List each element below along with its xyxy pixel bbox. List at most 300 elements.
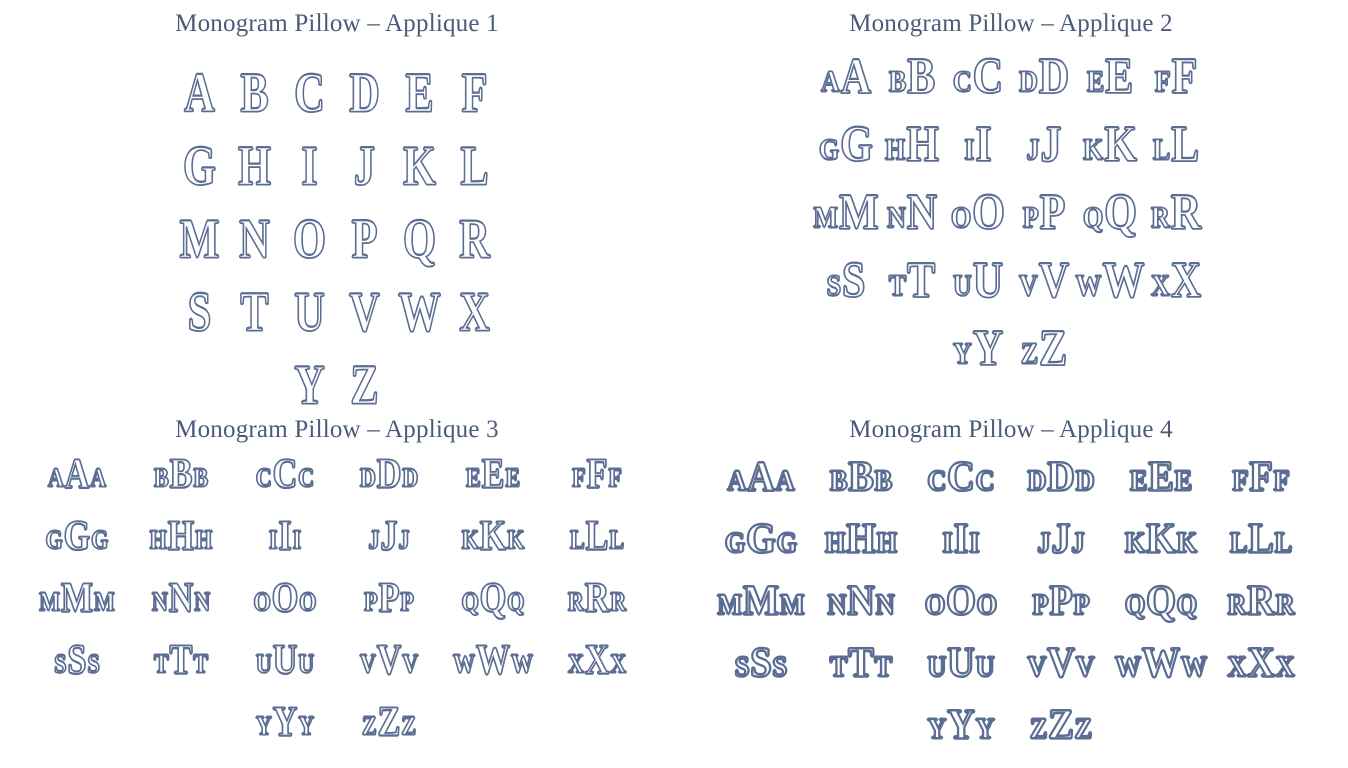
glyph-large: K	[1146, 515, 1176, 563]
glyph-applique-1-t: T	[240, 279, 269, 342]
panel-title-applique-4: Monogram Pillow – Applique 4	[849, 416, 1173, 443]
glyph-large: Q	[1146, 577, 1176, 625]
glyph-small-left: H	[149, 524, 167, 555]
glyph-applique-4-r	[1211, 577, 1311, 644]
glyph-small-right: I	[292, 524, 302, 555]
glyph-small-right: Q	[1176, 588, 1198, 621]
glyph-large: V	[376, 637, 402, 684]
glyph-large: A	[747, 453, 775, 501]
glyph-small-left: T	[153, 648, 169, 679]
glyph-large: B	[907, 48, 936, 106]
glyph-small-left: U	[255, 648, 272, 679]
glyph-small-left: Y	[927, 712, 947, 745]
glyph-large: J	[1040, 116, 1062, 174]
panel-title-applique-1: Monogram Pillow – Applique 1	[175, 10, 499, 37]
glyph-applique-1-g: G	[183, 133, 216, 196]
glyph-small-left: X	[1227, 650, 1247, 683]
glyph-small-right: K	[507, 524, 525, 555]
glyph-small-right: R	[1275, 588, 1295, 621]
glyph-large: S	[67, 637, 87, 684]
glyph-applique-1-u: U	[294, 279, 325, 342]
glyph-applique-2-k	[1077, 116, 1143, 192]
glyph-large: T	[907, 252, 936, 310]
glyph-applique-1-e: E	[405, 60, 434, 123]
glyph-small-right: K	[1176, 526, 1198, 559]
glyph-applique-4-d	[1011, 453, 1111, 520]
glyph-small-right: R	[610, 586, 627, 617]
glyph-applique-2-p	[1011, 184, 1077, 260]
glyph-large: C	[947, 453, 975, 501]
glyph-applique-2-u	[945, 252, 1011, 328]
glyph-small-left: L	[569, 524, 585, 555]
glyph-applique-4-f	[1211, 453, 1311, 520]
glyph-applique-3-o	[233, 575, 337, 644]
glyph-small-right: V	[1075, 650, 1095, 683]
glyph-small-right: A	[775, 464, 795, 497]
glyph-small-right: S	[772, 650, 788, 683]
glyph-applique-4-m	[711, 577, 811, 644]
glyph-applique-3-c	[233, 451, 337, 520]
glyph-applique-2-a	[813, 48, 879, 124]
glyph-small-right: H	[876, 526, 898, 559]
glyph-small-left: U	[927, 650, 947, 683]
glyph-applique-3-d	[337, 451, 441, 520]
glyph-small-left: D	[359, 462, 376, 493]
glyph-applique-4-k	[1111, 515, 1211, 582]
glyph-large: L	[585, 513, 609, 560]
glyph-large: P	[378, 575, 400, 622]
glyph-applique-2-v	[1011, 252, 1077, 328]
glyph-applique-4-v	[1011, 639, 1111, 706]
glyph-applique-2-t	[879, 252, 945, 328]
glyph-applique-2-d	[1011, 48, 1077, 124]
glyph-small-right: C	[975, 464, 995, 497]
glyph-small-right: M	[94, 586, 115, 617]
glyph-applique-3-z	[337, 699, 441, 768]
glyph-applique-1-j: J	[353, 133, 376, 196]
panel-applique-3	[0, 410, 674, 765]
glyph-large: A	[64, 451, 90, 498]
glyph-large: D	[1047, 453, 1075, 501]
glyph-applique-4-e	[1111, 453, 1211, 520]
glyph-large: O	[271, 575, 299, 622]
glyph-applique-3-f	[545, 451, 649, 520]
glyph-small-left: C	[927, 464, 947, 497]
glyph-applique-3-u	[233, 637, 337, 706]
glyph-applique-2-q	[1077, 184, 1143, 260]
glyph-small: Y	[952, 336, 972, 371]
glyph-small-right: J	[1071, 526, 1085, 559]
glyph-applique-1-v: V	[349, 279, 380, 342]
panel-applique-4	[674, 410, 1348, 765]
glyph-large: G	[840, 116, 873, 174]
glyph-large: X	[1247, 639, 1275, 687]
glyph-small-left: P	[1032, 588, 1049, 621]
glyph-small: D	[1018, 64, 1038, 99]
glyph-small: M	[813, 200, 838, 235]
glyph-small-right: E	[1174, 464, 1193, 497]
glyph-applique-3-a	[25, 451, 129, 520]
glyph-small: X	[1150, 268, 1170, 303]
glyph-small-right: G	[776, 526, 798, 559]
glyph-applique-3-x	[545, 637, 649, 706]
glyph-small-left: V	[1027, 650, 1047, 683]
glyph-small-right: O	[976, 588, 998, 621]
glyph-small-left: G	[45, 524, 63, 555]
glyph-large: U	[972, 252, 1004, 310]
glyph-applique-2-f	[1143, 48, 1209, 124]
glyph-small: H	[885, 132, 906, 167]
glyph-small-right: P	[400, 586, 414, 617]
glyph-large: U	[947, 639, 975, 687]
glyph-large: F	[1249, 453, 1273, 501]
panel-applique-2	[674, 0, 1348, 410]
glyph-applique-2-y	[945, 320, 1011, 396]
glyph-applique-4-i	[911, 515, 1011, 582]
glyph-small-right: Z	[401, 710, 417, 741]
glyph-applique-3-n	[129, 575, 233, 644]
glyph-applique-3-w	[441, 637, 545, 706]
glyph-applique-4-t	[811, 639, 911, 706]
glyph-small-left: J	[368, 524, 380, 555]
glyph-applique-2-m	[813, 184, 879, 260]
glyph-applique-4-c	[911, 453, 1011, 520]
glyph-applique-2-c	[945, 48, 1011, 124]
glyph-small: G	[819, 132, 840, 167]
glyph-large: T	[169, 637, 193, 684]
glyph-small: S	[826, 268, 842, 303]
glyph-small: K	[1083, 132, 1104, 167]
glyph-grid-applique-2	[811, 48, 1211, 396]
glyph-applique-2-n	[879, 184, 945, 260]
glyph-small-right: L	[609, 524, 625, 555]
glyph-small-left: Y	[255, 710, 272, 741]
glyph-applique-4-z	[1011, 701, 1111, 768]
glyph-applique-2-h	[879, 116, 945, 192]
glyph-small-left: M	[717, 588, 743, 621]
glyph-small-right: N	[194, 586, 211, 617]
glyph-small-left: Z	[361, 710, 377, 741]
glyph-large: J	[1051, 515, 1071, 563]
glyph-applique-2-o	[945, 184, 1011, 260]
glyph-applique-4-b	[811, 453, 911, 520]
glyph-small-left: B	[829, 464, 848, 497]
glyph-small: Q	[1083, 200, 1104, 235]
glyph-small-right: S	[87, 648, 100, 679]
glyph-small-left: D	[1027, 464, 1047, 497]
glyph-applique-1-a: A	[184, 60, 215, 123]
glyph-small-left: F	[572, 462, 586, 493]
glyph-small: L	[1152, 132, 1171, 167]
glyph-applique-4-g	[711, 515, 811, 582]
glyph-applique-1-c: C	[294, 60, 325, 123]
glyph-small-left: N	[151, 586, 168, 617]
glyph-applique-3-m	[25, 575, 129, 644]
glyph-applique-1-x: X	[459, 279, 490, 342]
glyph-applique-3-r	[545, 575, 649, 644]
glyph-large: B	[848, 453, 874, 501]
glyph-large: Y	[972, 320, 1004, 378]
glyph-large: C	[272, 451, 298, 498]
glyph-applique-4-h	[811, 515, 911, 582]
glyph-applique-4-j	[1011, 515, 1111, 582]
glyph-small-right: F	[1273, 464, 1290, 497]
glyph-applique-3-y	[233, 699, 337, 768]
glyph-large: L	[1171, 116, 1200, 174]
panel-title-applique-2: Monogram Pillow – Applique 2	[849, 10, 1173, 37]
glyph-applique-2-x	[1143, 252, 1209, 328]
glyph-applique-4-u	[911, 639, 1011, 706]
glyph-large: E	[1148, 453, 1174, 501]
glyph-small: O	[951, 200, 972, 235]
glyph-applique-1-p: P	[351, 206, 378, 269]
glyph-small-left: L	[1229, 526, 1248, 559]
glyph-small: V	[1018, 268, 1038, 303]
glyph-large: Q	[479, 575, 507, 622]
glyph-large: P	[1049, 577, 1073, 625]
glyph-large: Z	[1039, 320, 1068, 378]
glyph-small: E	[1086, 64, 1105, 99]
glyph-applique-4-x	[1211, 639, 1311, 706]
glyph-applique-4-l	[1211, 515, 1311, 582]
glyph-small-right: W	[1181, 650, 1207, 683]
glyph-applique-3-j	[337, 513, 441, 582]
glyph-applique-3-i	[233, 513, 337, 582]
glyph-small-right: M	[779, 588, 805, 621]
glyph-small-left: W	[1115, 650, 1141, 683]
glyph-large: F	[1171, 48, 1198, 106]
glyph-small-left: E	[465, 462, 481, 493]
glyph-small-right: Z	[1074, 712, 1093, 745]
glyph-applique-3-e	[441, 451, 545, 520]
glyph-large: W	[476, 637, 510, 684]
glyph-small-left: W	[453, 648, 475, 679]
glyph-large: X	[584, 637, 610, 684]
glyph-small-right: Y	[298, 710, 315, 741]
glyph-small-left: S	[734, 650, 750, 683]
glyph-applique-1-z: Z	[350, 352, 379, 415]
glyph-large: L	[1248, 515, 1274, 563]
glyph-small-left: I	[942, 526, 953, 559]
glyph-applique-3-g	[25, 513, 129, 582]
glyph-small: T	[888, 268, 907, 303]
glyph-large: K	[1104, 116, 1137, 174]
glyph-applique-1-q: Q	[403, 206, 436, 269]
glyph-small-left: N	[827, 588, 847, 621]
glyph-small-right: I	[969, 526, 980, 559]
glyph-small-left: R	[1227, 588, 1247, 621]
glyph-large: I	[278, 513, 292, 560]
glyph-small-left: X	[567, 648, 584, 679]
glyph-applique-2-i	[945, 116, 1011, 192]
glyph-grid-applique-4	[701, 453, 1321, 768]
glyph-small: R	[1150, 200, 1170, 235]
glyph-small-left: Z	[1029, 712, 1048, 745]
glyph-large: G	[63, 513, 91, 560]
glyph-large: W	[1102, 252, 1145, 310]
glyph-small: C	[952, 64, 972, 99]
panel-applique-1	[0, 0, 674, 415]
glyph-large: R	[1247, 577, 1275, 625]
glyph-large: D	[376, 451, 402, 498]
glyph-small-right: U	[298, 648, 315, 679]
glyph-large: H	[846, 515, 876, 563]
glyph-large: O	[946, 577, 976, 625]
glyph-large: M	[743, 577, 779, 625]
glyph-applique-1-i: I	[301, 133, 318, 196]
glyph-small-right: Y	[975, 712, 995, 745]
glyph-small-left: J	[1037, 526, 1051, 559]
glyph-grid-applique-3	[17, 451, 657, 768]
glyph-applique-4-y	[911, 701, 1011, 768]
glyph-small-left: H	[824, 526, 846, 559]
glyph-large: Y	[272, 699, 298, 746]
glyph-small-right: L	[1274, 526, 1293, 559]
glyph-applique-4-p	[1011, 577, 1111, 644]
glyph-small-left: G	[724, 526, 746, 559]
glyph-applique-2-w	[1075, 252, 1145, 328]
glyph-small: I	[964, 132, 975, 167]
glyph-large: R	[1170, 184, 1202, 242]
glyph-small-left: A	[47, 462, 64, 493]
glyph-applique-3-p	[337, 575, 441, 644]
glyph-applique-3-h	[129, 513, 233, 582]
glyph-large: T	[848, 639, 874, 687]
glyph-applique-3-b	[129, 451, 233, 520]
glyph-small-right: B	[874, 464, 893, 497]
glyph-small-left: K	[461, 524, 479, 555]
glyph-small-right: Q	[507, 586, 525, 617]
glyph-large: S	[750, 639, 772, 687]
glyph-large: G	[746, 515, 776, 563]
glyph-large: E	[1105, 48, 1134, 106]
glyph-small: J	[1026, 132, 1040, 167]
glyph-small-left: K	[1124, 526, 1146, 559]
glyph-large: E	[481, 451, 505, 498]
glyph-applique-1-k: K	[403, 133, 436, 196]
glyph-small-right: H	[195, 524, 213, 555]
glyph-grid-applique-1	[172, 56, 502, 421]
glyph-small-right: P	[1073, 588, 1090, 621]
glyph-applique-4-a	[711, 453, 811, 520]
glyph-small-left: B	[153, 462, 169, 493]
glyph-large: I	[975, 116, 992, 174]
glyph-large: S	[842, 252, 866, 310]
glyph-applique-2-b	[879, 48, 945, 124]
glyph-large: M	[60, 575, 94, 622]
glyph-small-right: D	[402, 462, 419, 493]
glyph-small-left: C	[255, 462, 272, 493]
glyph-large: K	[479, 513, 507, 560]
glyph-small-left: Q	[1124, 588, 1146, 621]
glyph-small-right: X	[1275, 650, 1295, 683]
glyph-small-left: T	[829, 650, 848, 683]
glyph-small-right: G	[91, 524, 109, 555]
glyph-applique-4-n	[811, 577, 911, 644]
glyph-large: O	[972, 184, 1005, 242]
glyph-applique-3-k	[441, 513, 545, 582]
glyph-large: N	[847, 577, 875, 625]
glyph-large: Z	[1048, 701, 1074, 749]
glyph-large: Z	[377, 699, 401, 746]
glyph-large: H	[167, 513, 195, 560]
glyph-large: B	[169, 451, 193, 498]
glyph-large: V	[1047, 639, 1075, 687]
glyph-large: Q	[1104, 184, 1137, 242]
glyph-small-right: V	[402, 648, 419, 679]
glyph-small-left: Q	[461, 586, 479, 617]
glyph-large: N	[906, 184, 938, 242]
glyph-small: B	[888, 64, 907, 99]
glyph-applique-3-v	[337, 637, 441, 706]
glyph-small-left: S	[54, 648, 67, 679]
glyph-large: V	[1038, 252, 1070, 310]
glyph-applique-4-o	[911, 577, 1011, 644]
glyph-small-right: J	[398, 524, 410, 555]
glyph-applique-1-l: L	[460, 133, 489, 196]
glyph-small-right: W	[511, 648, 533, 679]
panel-title-applique-3: Monogram Pillow – Applique 3	[175, 416, 499, 443]
glyph-large: X	[1170, 252, 1202, 310]
glyph-small-left: O	[253, 586, 271, 617]
glyph-small-right: F	[608, 462, 622, 493]
glyph-small: F	[1154, 64, 1171, 99]
glyph-small-right: T	[193, 648, 209, 679]
glyph-large: M	[838, 184, 879, 242]
glyph-applique-2-e	[1077, 48, 1143, 124]
glyph-applique-1-s: S	[187, 279, 212, 342]
glyph-applique-1-y: Y	[294, 352, 325, 415]
glyph-applique-4-w	[1111, 639, 1211, 706]
glyph-large: N	[168, 575, 194, 622]
glyph-small-right: B	[193, 462, 209, 493]
glyph-applique-1-b: B	[240, 60, 269, 123]
glyph-small-left: V	[359, 648, 376, 679]
glyph-large: Y	[947, 701, 975, 749]
glyph-large: C	[972, 48, 1004, 106]
glyph-small-right: N	[875, 588, 895, 621]
glyph-applique-2-g	[813, 116, 879, 192]
glyph-small: W	[1075, 268, 1102, 303]
glyph-applique-1-r: R	[459, 206, 490, 269]
glyph-small: P	[1022, 200, 1039, 235]
glyph-large: J	[380, 513, 398, 560]
glyph-applique-3-t	[129, 637, 233, 706]
glyph-applique-1-w: W	[398, 279, 441, 342]
glyph-small-right: E	[505, 462, 521, 493]
glyph-small: U	[952, 268, 972, 303]
glyph-large: I	[953, 515, 969, 563]
glyph-small-right: U	[975, 650, 995, 683]
glyph-applique-2-z	[1011, 320, 1077, 396]
glyph-small-left: P	[364, 586, 378, 617]
glyph-small-left: R	[567, 586, 584, 617]
glyph-applique-4-s	[711, 639, 811, 706]
glyph-applique-2-l	[1143, 116, 1209, 192]
glyph-small-left: F	[1232, 464, 1249, 497]
glyph-applique-2-r	[1143, 184, 1209, 260]
glyph-small-right: C	[298, 462, 315, 493]
glyph-applique-1-m: M	[179, 206, 220, 269]
glyph-small: N	[886, 200, 906, 235]
glyph-large: U	[272, 637, 298, 684]
glyph-large: A	[840, 48, 872, 106]
glyph-small: Z	[1020, 336, 1039, 371]
glyph-large: W	[1142, 639, 1180, 687]
glyph-small-left: I	[268, 524, 278, 555]
glyph-large: R	[584, 575, 610, 622]
glyph-applique-2-j	[1011, 116, 1077, 192]
